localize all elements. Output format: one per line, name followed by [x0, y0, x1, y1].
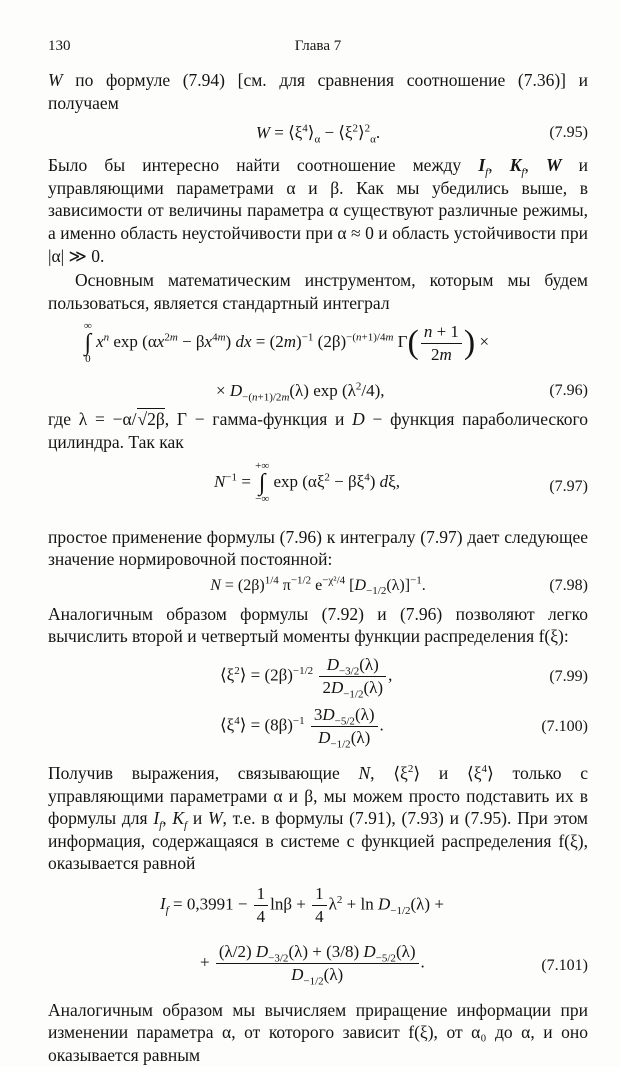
chapter-title: Глава 7 — [294, 38, 342, 54]
paragraph-1: W по формуле (7.94) [см. для сравнения соотношение (7.36)] и получаем — [48, 70, 589, 113]
equation-number: (7.99) — [549, 667, 588, 685]
equation-number: (7.100) — [541, 717, 588, 735]
paragraph-2: Было бы интересно найти соотношение между $I_f$, $K_f$, W и управляющими параметрами α и β. Как мы убедились выше, в зависимости от величины параметра α существуют различные режимы, а именно область неустойчивости при α ≈ 0 и область устойчивости при |α| ≫ 0. — [48, 155, 588, 266]
equation-number: (7.98) — [549, 576, 588, 594]
equation-7-97: $N^{-1}$ = +∞ ∫ −∞ $\exp (\alpha\xi^2 - \beta\xi^4)$ dξ, (7.97) — [214, 459, 588, 505]
page-number: 130 — [48, 38, 71, 54]
paragraph-4: где λ = −α/√2β, Γ − гамма-функция и D − функция параболического цилиндра. Так как — [48, 409, 589, 452]
page — [48, 28, 588, 1067]
paragraph-5: простое применение формулы (7.96) к интегралу (7.97) дает следующее значение нормировочной постоянной: — [48, 526, 588, 570]
equation-7-101: $I_f = 0,3991$ − $\frac{1}{4}$ lnβ + $\frac{1}{4}$ $\lambda^2 + \ln D_{-1/2}(\lambda)$ + + $\frac{(\lambda/2) D_{-3/2}(\lambda) + (3/8) D_{-5/2}(\lambda)}{D_{-1/2}(\lambda)}$ . (7.101) — [160, 883, 588, 988]
equation-number: (7.96) — [549, 382, 588, 400]
equation-7-99: $⟨\xi^2⟩ = (2\beta)^{-1/2}$ $\frac{D_{-3/2}(\lambda)}{2D_{-1/2}(\lambda)}$ , (7.99) — [220, 654, 588, 701]
paragraph-8: Аналогичным образом мы вычисляем приращение информации при изменении параметра α, от которого зависит f(ξ), от α₀ до α, и оно оказывается равным — [48, 999, 588, 1066]
equation-7-98: $N = (2\beta)^{1/4}$ $\pi^{-1/2}$ $e^{-\chi^2/4}$ $[D_{-1/2}(\lambda)]^{-1}$. (7.98) — [210, 574, 588, 597]
equation-number: (7.97) — [549, 477, 588, 495]
paragraph-3: Основным математическим инструментом, которым мы будем пользоваться, является стандартный интеграл — [48, 270, 588, 313]
running-header — [48, 28, 588, 62]
equation-7-96: ∞ ∫ 0 $x^n$ $\exp (\alpha x^{2m} - \beta x^{4m})$ dx = $(2m)^{-1}$ $(2\beta)^{-(n+1)/4m}$ Γ( $\frac{n + 1}{2m}$ ) × × $D_{-(n+1)/2m}(\lambda)$ $\exp (\lambda^2/4)$, (7.96) — [84, 320, 588, 404]
equation-7-95: $W = ⟨\xi^4⟩_\alpha$ − $⟨\xi^2⟩^2_\alpha$. (7.95) — [255, 122, 588, 146]
equation-7-100: $⟨\xi^4⟩ = (8\beta)^{-1}$ $\frac{3D_{-5/2}(\lambda)}{D_{-1/2}(\lambda)}$ . (7.100) — [220, 704, 588, 751]
paragraph-7: Получив выражения, связывающие N, $⟨\xi^2⟩$ и $⟨\xi^4⟩$ только с управляющими параметрами α и β, мы можем просто подставить их в формулы для $I_f$, $K_f$ и W, т.е. в формулы (7.91), (7.93) и (7.95). При этом информация, содержащаяся в системе с функцией распределения f(ξ), оказывается равной — [48, 762, 588, 874]
equation-number: (7.101) — [541, 956, 588, 974]
equation-number: (7.95) — [549, 124, 588, 142]
paragraph-6: Аналогичным образом формулы (7.92) и (7.96) позволяют легко вычислить второй и четвертый моменты функции распределения f(ξ): — [48, 603, 588, 647]
